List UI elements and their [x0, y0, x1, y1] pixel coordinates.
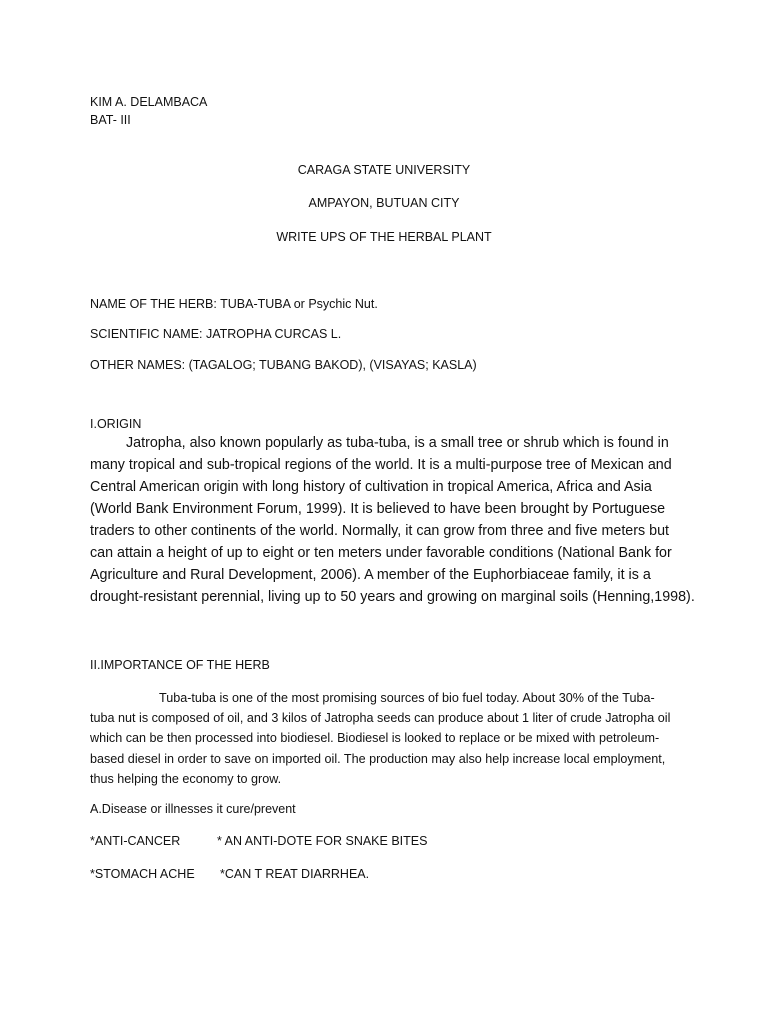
author-name: KIM A. DELAMBACA — [90, 95, 208, 109]
origin-line: traders to other continents of the world. Normally, it can grow from three and five meters but — [90, 523, 670, 539]
author-section: BAT- III — [90, 113, 131, 127]
university-name: CARAGA STATE UNIVERSITY — [297, 163, 471, 177]
origin-heading: I.ORIGIN — [90, 417, 142, 431]
university-location: AMPAYON, BUTUAN CITY — [308, 196, 460, 210]
origin-line: (World Bank Environment Forum, 1999). It is believed to have been brought by Portuguese — [90, 501, 666, 517]
importance-line: Tuba-tuba is one of the most promising sources of bio fuel today. About 30% of the Tuba- — [159, 691, 655, 705]
origin-line: many tropical and sub-tropical regions of the world. It is a multi-purpose tree of Mexican and — [90, 457, 672, 473]
importance-line: based diesel in order to save on imported oil. The production may also help increase local employment, — [90, 751, 666, 766]
origin-line: Central American origin with long history of cultivation in tropical America, Africa and Asia — [90, 479, 652, 495]
origin-line: Jatropha, also known popularly as tuba-tuba, is a small tree or shrub which is found in — [126, 435, 669, 451]
importance-line: tuba nut is composed of oil, and 3 kilos of Jatropha seeds can produce about 1 liter of crude Jatropha oil — [90, 711, 671, 726]
importance-line: which can be then processed into biodiesel. Biodiesel is looked to replace or be mixed with petroleum- — [90, 731, 660, 746]
herb-name-line: NAME OF THE HERB: TUBA-TUBA or Psychic Nut. — [90, 297, 378, 311]
disease-item: *ANTI-CANCER — [90, 834, 181, 848]
disease-item: *CAN T REAT DIARRHEA. — [220, 867, 370, 881]
importance-line: thus helping the economy to grow. — [90, 771, 282, 786]
origin-line: Agriculture and Rural Development, 2006). A member of the Euphorbiaceae family, it is a — [90, 567, 651, 583]
importance-paragraph — [90, 688, 670, 789]
origin-line: drought-resistant perennial, living up to 50 years and growing on marginal soils (Henning,1998). — [90, 589, 695, 605]
other-names-line: OTHER NAMES: (TAGALOG; TUBANG BAKOD), (VISAYAS; KASLA) — [90, 358, 477, 372]
importance-heading: II.IMPORTANCE OF THE HERB — [90, 658, 270, 672]
origin-line: can attain a height of up to eight or ten meters under favorable conditions (National Bank for — [90, 545, 672, 561]
disease-item: *STOMACH ACHE — [90, 867, 195, 881]
scientific-name-line: SCIENTIFIC NAME: JATROPHA CURCAS L. — [90, 327, 342, 341]
disease-heading: A.Disease or illnesses it cure/prevent — [90, 802, 296, 816]
disease-item: * AN ANTI-DOTE FOR SNAKE BITES — [217, 834, 428, 848]
origin-paragraph — [90, 432, 695, 608]
document-title: WRITE UPS OF THE HERBAL PLANT — [276, 230, 492, 244]
